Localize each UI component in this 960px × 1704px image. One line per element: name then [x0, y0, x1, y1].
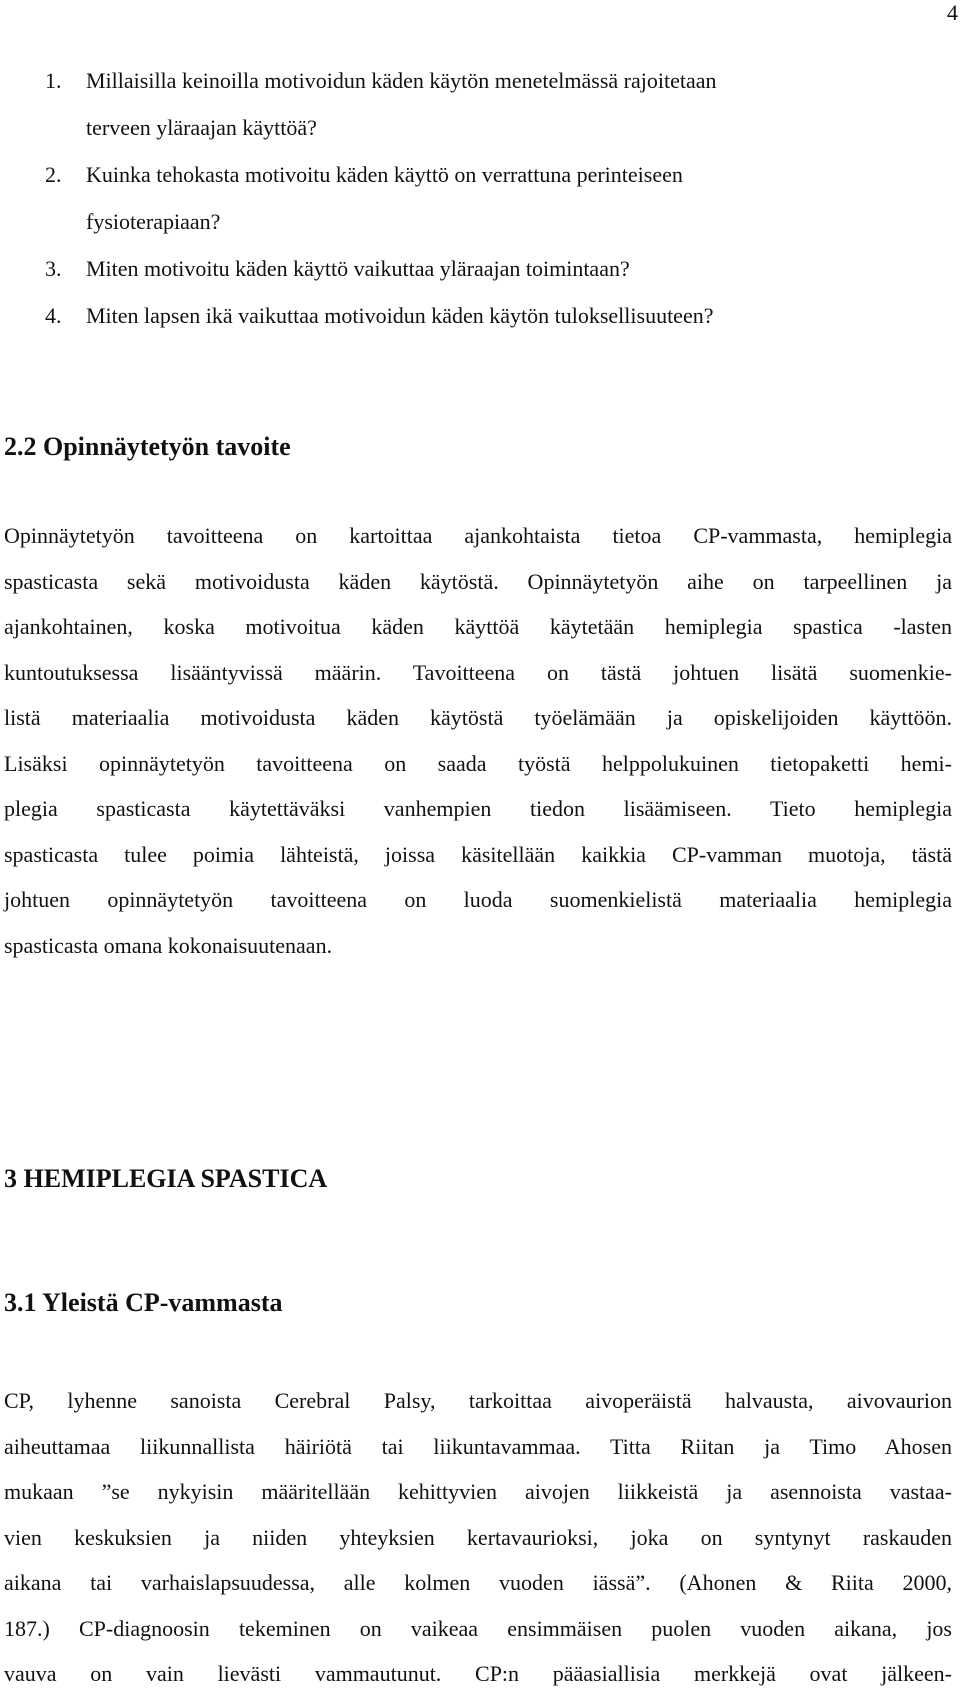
question-number: 3. [45, 256, 62, 281]
paragraph-line: aikana tai varhaislapsuudessa, alle kolmen vuoden iässä”. (Ahonen & Riita 2000, [4, 1570, 952, 1595]
paragraph-line: mukaan ”se nykyisin määritellään kehittyvien aivojen liikkeistä ja asennoista vastaa- [4, 1479, 952, 1504]
research-question-3 [0, 245, 886, 292]
section-2-2-paragraph [4, 513, 952, 968]
question-text: Kuinka tehokasta motivoitu käden käyttö on verrattuna perinteiseen [86, 162, 683, 187]
research-question-4 [0, 292, 886, 339]
paragraph-line: 187.) CP-diagnoosin tekeminen on vaikeaa ensimmäisen puolen vuoden aikana, jos [4, 1615, 952, 1641]
chapter-heading-3: 3 HEMIPLEGIA SPASTICA [4, 1164, 328, 1193]
section-heading-2-2: 2.2 Opinnäytetyön tavoite [4, 432, 291, 461]
research-questions-list [0, 57, 886, 339]
research-question-1 [0, 57, 886, 151]
paragraph-line: plegia spasticasta käytettäväksi vanhempien tiedon lisäämiseen. Tieto hemiplegia [4, 796, 952, 821]
page-number: 4 [947, 0, 958, 25]
paragraph-line: spasticasta tulee poimia lähteistä, joissa käsitellään kaikkia CP-vamman muotoja, tästä [4, 841, 952, 867]
paragraph-line: ajankohtainen, koska motivoitua käden käyttöä käytetään hemiplegia spastica -lasten [4, 614, 952, 639]
paragraph-line: Lisäksi opinnäytetyön tavoitteena on saada työstä helppolukuinen tietopaketti hemi- [4, 750, 952, 776]
question-text: Miten motivoitu käden käyttö vaikuttaa yläraajan toimintaan? [86, 256, 630, 281]
paragraph-line: spasticasta sekä motivoidusta käden käytöstä. Opinnäytetyön aihe on tarpeellinen ja [4, 568, 952, 594]
section-heading-3-1: 3.1 Yleistä CP-vammasta [4, 1288, 283, 1317]
paragraph-line: vien keskuksien ja niiden yhteyksien kertavaurioksi, joka on syntynyt raskauden [4, 1524, 952, 1550]
paragraph-line: listä materiaalia motivoidusta käden käytöstä työelämään ja opiskelijoiden käyttöön. [4, 705, 952, 730]
section-3-1-paragraph [4, 1378, 952, 1697]
question-text-continued: terveen yläraajan käyttöä? [86, 115, 317, 140]
paragraph-line: kuntoutuksessa lisääntyvissä määrin. Tavoitteena on tästä johtuen lisätä suomenkie- [4, 659, 952, 685]
paragraph-line: aiheuttamaa liikunnallista häiriötä tai liikuntavammaa. Titta Riitan ja Timo Ahosen [4, 1433, 952, 1459]
paragraph-line: CP, lyhenne sanoista Cerebral Palsy, tarkoittaa aivoperäistä halvausta, aivovaurion [4, 1388, 952, 1413]
research-question-2 [0, 151, 886, 245]
question-text: Millaisilla keinoilla motivoidun käden käytön menetelmässä rajoitetaan [86, 68, 717, 93]
question-text-continued: fysioterapiaan? [86, 209, 221, 234]
paragraph-line: Opinnäytetyön tavoitteena on kartoittaa ajankohtaista tietoa CP-vammasta, hemiplegia [4, 523, 952, 548]
question-text: Miten lapsen ikä vaikuttaa motivoidun käden käytön tuloksellisuuteen? [86, 303, 714, 328]
question-number: 2. [45, 162, 62, 187]
question-number: 1. [45, 68, 62, 93]
paragraph-line: johtuen opinnäytetyön tavoitteena on luoda suomenkielistä materiaalia hemiplegia [4, 887, 952, 912]
paragraph-line: spasticasta omana kokonaisuutenaan. [4, 932, 333, 958]
question-number: 4. [45, 303, 62, 328]
paragraph-line: vauva on vain lievästi vammautunut. CP:n pääasiallisia merkkejä ovat jälkeen- [4, 1661, 952, 1686]
